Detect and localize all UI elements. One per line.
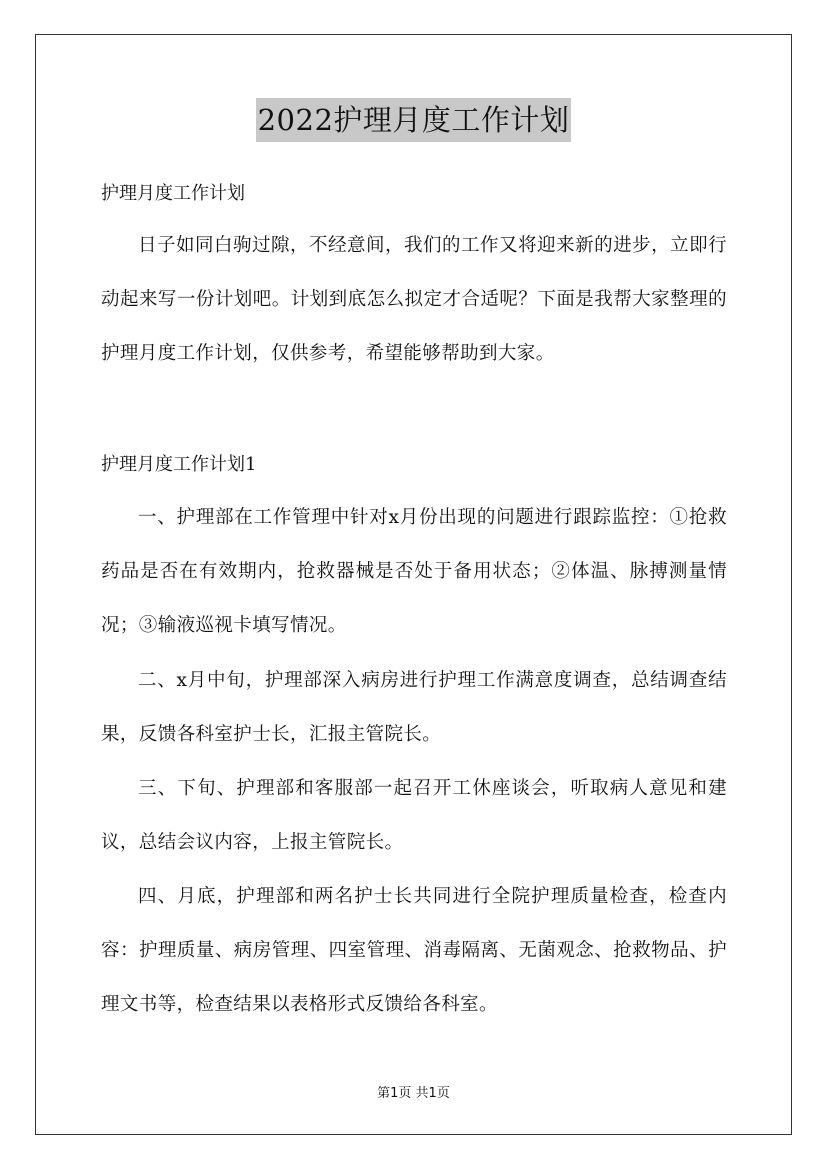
plan-heading: 护理月度工作计划1 [101,454,257,475]
intro-paragraph: 日子如同白驹过隙，不经意间，我们的工作又将迎来新的进步，立即行动起来写一份计划吧。计划到底怎么拟定才合适呢？下面是我帮大家整理的护理月度工作计划，仅供参考，希望能够帮助到大家。 [101,235,727,364]
title-container [0,98,827,142]
page-footer: 第1页 共1页 [377,1086,450,1101]
plan-item-2: 二、x月中旬，护理部深入病房进行护理工作满意度调查，总结调查结果，反馈各科室护士长，汇报主管院长。 [101,670,727,745]
plan-item-1: 一、护理部在工作管理中针对x月份出现的问题进行跟踪监控：①抢救药品是否在有效期内，抢救器械是否处于备用状态；②体温、脉搏测量情况；③输液巡视卡填写情况。 [101,507,727,636]
page-title: 2022护理月度工作计划 [256,98,572,142]
section-heading: 护理月度工作计划 [101,183,245,204]
plan-item-4: 四、月底，护理部和两名护士长共同进行全院护理质量检查，检查内容：护理质量、病房管理、四室管理、消毒隔离、无菌观念、抢救物品、护理文书等，检查结果以表格形式反馈给各科室。 [101,886,727,1015]
plan-item-3: 三、下旬、护理部和客服部一起召开工休座谈会，听取病人意见和建议，总结会议内容，上报主管院长。 [101,778,727,853]
